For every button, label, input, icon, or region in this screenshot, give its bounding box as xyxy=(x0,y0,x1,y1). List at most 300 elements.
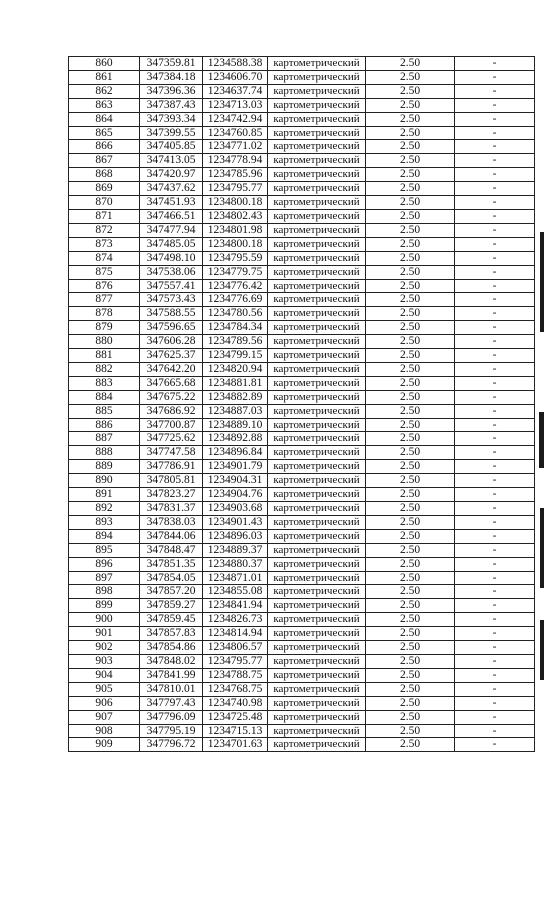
point-number-cell: 906 xyxy=(69,696,140,710)
accuracy-cell: 2.50 xyxy=(366,404,455,418)
x-coordinate-cell: 347848.47 xyxy=(140,543,203,557)
method-cell: картометрический xyxy=(268,321,366,335)
y-coordinate-cell: 1234776.69 xyxy=(203,293,268,307)
method-cell: картометрический xyxy=(268,126,366,140)
table-row xyxy=(69,515,535,529)
y-coordinate-cell: 1234785.96 xyxy=(203,168,268,182)
description-cell: - xyxy=(455,460,535,474)
accuracy-cell: 2.50 xyxy=(366,390,455,404)
method-cell: картометрический xyxy=(268,488,366,502)
method-cell: картометрический xyxy=(268,529,366,543)
y-coordinate-cell: 1234814.94 xyxy=(203,627,268,641)
table-row xyxy=(69,196,535,210)
table-row xyxy=(69,390,535,404)
method-cell: картометрический xyxy=(268,307,366,321)
x-coordinate-cell: 347393.34 xyxy=(140,112,203,126)
description-cell: - xyxy=(455,98,535,112)
y-coordinate-cell: 1234855.08 xyxy=(203,585,268,599)
accuracy-cell: 2.50 xyxy=(366,154,455,168)
y-coordinate-cell: 1234742.94 xyxy=(203,112,268,126)
accuracy-cell: 2.50 xyxy=(366,710,455,724)
x-coordinate-cell: 347823.27 xyxy=(140,488,203,502)
accuracy-cell: 2.50 xyxy=(366,196,455,210)
x-coordinate-cell: 347477.94 xyxy=(140,223,203,237)
description-cell: - xyxy=(455,515,535,529)
point-number-cell: 901 xyxy=(69,627,140,641)
x-coordinate-cell: 347596.65 xyxy=(140,321,203,335)
method-cell: картометрический xyxy=(268,515,366,529)
description-cell: - xyxy=(455,571,535,585)
y-coordinate-cell: 1234713.03 xyxy=(203,98,268,112)
x-coordinate-cell: 347831.37 xyxy=(140,502,203,516)
x-coordinate-cell: 347859.27 xyxy=(140,599,203,613)
table-row xyxy=(69,654,535,668)
description-cell: - xyxy=(455,585,535,599)
y-coordinate-cell: 1234795.59 xyxy=(203,251,268,265)
description-cell: - xyxy=(455,307,535,321)
y-coordinate-cell: 1234892.88 xyxy=(203,432,268,446)
point-number-cell: 905 xyxy=(69,682,140,696)
description-cell: - xyxy=(455,404,535,418)
accuracy-cell: 2.50 xyxy=(366,488,455,502)
x-coordinate-cell: 347797.43 xyxy=(140,696,203,710)
description-cell: - xyxy=(455,613,535,627)
description-cell: - xyxy=(455,140,535,154)
x-coordinate-cell: 347747.58 xyxy=(140,446,203,460)
accuracy-cell: 2.50 xyxy=(366,738,455,752)
accuracy-cell: 2.50 xyxy=(366,654,455,668)
accuracy-cell: 2.50 xyxy=(366,251,455,265)
table-row xyxy=(69,265,535,279)
accuracy-cell: 2.50 xyxy=(366,376,455,390)
y-coordinate-cell: 1234795.77 xyxy=(203,182,268,196)
method-cell: картометрический xyxy=(268,654,366,668)
x-coordinate-cell: 347396.36 xyxy=(140,84,203,98)
table-row xyxy=(69,182,535,196)
y-coordinate-cell: 1234776.42 xyxy=(203,279,268,293)
x-coordinate-cell: 347384.18 xyxy=(140,70,203,84)
y-coordinate-cell: 1234841.94 xyxy=(203,599,268,613)
point-number-cell: 867 xyxy=(69,154,140,168)
accuracy-cell: 2.50 xyxy=(366,515,455,529)
accuracy-cell: 2.50 xyxy=(366,98,455,112)
description-cell: - xyxy=(455,724,535,738)
table-row xyxy=(69,585,535,599)
point-number-cell: 863 xyxy=(69,98,140,112)
accuracy-cell: 2.50 xyxy=(366,265,455,279)
x-coordinate-cell: 347538.06 xyxy=(140,265,203,279)
description-cell: - xyxy=(455,557,535,571)
accuracy-cell: 2.50 xyxy=(366,209,455,223)
point-number-cell: 904 xyxy=(69,668,140,682)
x-coordinate-cell: 347796.72 xyxy=(140,738,203,752)
point-number-cell: 898 xyxy=(69,585,140,599)
table-row xyxy=(69,474,535,488)
accuracy-cell: 2.50 xyxy=(366,237,455,251)
accuracy-cell: 2.50 xyxy=(366,349,455,363)
point-number-cell: 893 xyxy=(69,515,140,529)
table-row xyxy=(69,98,535,112)
point-number-cell: 891 xyxy=(69,488,140,502)
description-cell: - xyxy=(455,70,535,84)
accuracy-cell: 2.50 xyxy=(366,724,455,738)
x-coordinate-cell: 347795.19 xyxy=(140,724,203,738)
accuracy-cell: 2.50 xyxy=(366,432,455,446)
point-number-cell: 870 xyxy=(69,196,140,210)
table-row xyxy=(69,627,535,641)
method-cell: картометрический xyxy=(268,112,366,126)
x-coordinate-cell: 347485.05 xyxy=(140,237,203,251)
method-cell: картометрический xyxy=(268,335,366,349)
accuracy-cell: 2.50 xyxy=(366,418,455,432)
table-row xyxy=(69,168,535,182)
description-cell: - xyxy=(455,682,535,696)
description-cell: - xyxy=(455,627,535,641)
y-coordinate-cell: 1234784.34 xyxy=(203,321,268,335)
point-number-cell: 903 xyxy=(69,654,140,668)
method-cell: картометрический xyxy=(268,460,366,474)
point-number-cell: 890 xyxy=(69,474,140,488)
x-coordinate-cell: 347848.02 xyxy=(140,654,203,668)
description-cell: - xyxy=(455,335,535,349)
point-number-cell: 862 xyxy=(69,84,140,98)
accuracy-cell: 2.50 xyxy=(366,168,455,182)
method-cell: картометрический xyxy=(268,418,366,432)
accuracy-cell: 2.50 xyxy=(366,112,455,126)
point-number-cell: 864 xyxy=(69,112,140,126)
table-row xyxy=(69,112,535,126)
description-cell: - xyxy=(455,57,535,71)
y-coordinate-cell: 1234903.68 xyxy=(203,502,268,516)
description-cell: - xyxy=(455,543,535,557)
accuracy-cell: 2.50 xyxy=(366,279,455,293)
x-coordinate-cell: 347573.43 xyxy=(140,293,203,307)
x-coordinate-cell: 347437.62 xyxy=(140,182,203,196)
table-row xyxy=(69,307,535,321)
point-number-cell: 879 xyxy=(69,321,140,335)
x-coordinate-cell: 347399.55 xyxy=(140,126,203,140)
x-coordinate-cell: 347675.22 xyxy=(140,390,203,404)
description-cell: - xyxy=(455,654,535,668)
y-coordinate-cell: 1234800.18 xyxy=(203,196,268,210)
y-coordinate-cell: 1234802.43 xyxy=(203,209,268,223)
accuracy-cell: 2.50 xyxy=(366,126,455,140)
accuracy-cell: 2.50 xyxy=(366,140,455,154)
x-coordinate-cell: 347725.62 xyxy=(140,432,203,446)
scan-artifact xyxy=(540,232,544,332)
table-row xyxy=(69,57,535,71)
method-cell: картометрический xyxy=(268,724,366,738)
description-cell: - xyxy=(455,265,535,279)
description-cell: - xyxy=(455,696,535,710)
x-coordinate-cell: 347841.99 xyxy=(140,668,203,682)
x-coordinate-cell: 347606.28 xyxy=(140,335,203,349)
x-coordinate-cell: 347420.97 xyxy=(140,168,203,182)
accuracy-cell: 2.50 xyxy=(366,627,455,641)
y-coordinate-cell: 1234789.56 xyxy=(203,335,268,349)
x-coordinate-cell: 347854.86 xyxy=(140,641,203,655)
method-cell: картометрический xyxy=(268,265,366,279)
table-row xyxy=(69,613,535,627)
point-number-cell: 861 xyxy=(69,70,140,84)
method-cell: картометрический xyxy=(268,140,366,154)
point-number-cell: 888 xyxy=(69,446,140,460)
point-number-cell: 872 xyxy=(69,223,140,237)
description-cell: - xyxy=(455,112,535,126)
table-row xyxy=(69,404,535,418)
table-row xyxy=(69,488,535,502)
x-coordinate-cell: 347805.81 xyxy=(140,474,203,488)
x-coordinate-cell: 347405.85 xyxy=(140,140,203,154)
description-cell: - xyxy=(455,209,535,223)
point-number-cell: 894 xyxy=(69,529,140,543)
accuracy-cell: 2.50 xyxy=(366,446,455,460)
y-coordinate-cell: 1234881.81 xyxy=(203,376,268,390)
description-cell: - xyxy=(455,279,535,293)
point-number-cell: 897 xyxy=(69,571,140,585)
method-cell: картометрический xyxy=(268,557,366,571)
method-cell: картометрический xyxy=(268,543,366,557)
description-cell: - xyxy=(455,349,535,363)
accuracy-cell: 2.50 xyxy=(366,682,455,696)
point-number-cell: 875 xyxy=(69,265,140,279)
table-row xyxy=(69,349,535,363)
table-row xyxy=(69,641,535,655)
point-number-cell: 902 xyxy=(69,641,140,655)
method-cell: картометрический xyxy=(268,182,366,196)
accuracy-cell: 2.50 xyxy=(366,529,455,543)
method-cell: картометрический xyxy=(268,390,366,404)
method-cell: картометрический xyxy=(268,251,366,265)
method-cell: картометрический xyxy=(268,237,366,251)
y-coordinate-cell: 1234820.94 xyxy=(203,362,268,376)
point-number-cell: 884 xyxy=(69,390,140,404)
accuracy-cell: 2.50 xyxy=(366,321,455,335)
y-coordinate-cell: 1234904.76 xyxy=(203,488,268,502)
x-coordinate-cell: 347700.87 xyxy=(140,418,203,432)
accuracy-cell: 2.50 xyxy=(366,543,455,557)
table-row xyxy=(69,293,535,307)
x-coordinate-cell: 347851.35 xyxy=(140,557,203,571)
x-coordinate-cell: 347498.10 xyxy=(140,251,203,265)
y-coordinate-cell: 1234896.03 xyxy=(203,529,268,543)
description-cell: - xyxy=(455,168,535,182)
table-row xyxy=(69,696,535,710)
method-cell: картометрический xyxy=(268,668,366,682)
method-cell: картометрический xyxy=(268,57,366,71)
table-row xyxy=(69,418,535,432)
description-cell: - xyxy=(455,432,535,446)
description-cell: - xyxy=(455,668,535,682)
x-coordinate-cell: 347857.20 xyxy=(140,585,203,599)
table-row xyxy=(69,376,535,390)
y-coordinate-cell: 1234588.38 xyxy=(203,57,268,71)
x-coordinate-cell: 347557.41 xyxy=(140,279,203,293)
table-row xyxy=(69,432,535,446)
method-cell: картометрический xyxy=(268,432,366,446)
x-coordinate-cell: 347810.01 xyxy=(140,682,203,696)
point-number-cell: 873 xyxy=(69,237,140,251)
description-cell: - xyxy=(455,293,535,307)
table-row xyxy=(69,251,535,265)
description-cell: - xyxy=(455,237,535,251)
accuracy-cell: 2.50 xyxy=(366,84,455,98)
x-coordinate-cell: 347387.43 xyxy=(140,98,203,112)
y-coordinate-cell: 1234889.37 xyxy=(203,543,268,557)
point-number-cell: 907 xyxy=(69,710,140,724)
point-number-cell: 874 xyxy=(69,251,140,265)
method-cell: картометрический xyxy=(268,293,366,307)
point-number-cell: 866 xyxy=(69,140,140,154)
accuracy-cell: 2.50 xyxy=(366,460,455,474)
y-coordinate-cell: 1234780.56 xyxy=(203,307,268,321)
x-coordinate-cell: 347359.81 xyxy=(140,57,203,71)
point-number-cell: 880 xyxy=(69,335,140,349)
description-cell: - xyxy=(455,474,535,488)
point-number-cell: 909 xyxy=(69,738,140,752)
table-row xyxy=(69,209,535,223)
point-number-cell: 871 xyxy=(69,209,140,223)
method-cell: картометрический xyxy=(268,585,366,599)
accuracy-cell: 2.50 xyxy=(366,182,455,196)
method-cell: картометрический xyxy=(268,223,366,237)
table-row xyxy=(69,362,535,376)
table-row xyxy=(69,126,535,140)
point-number-cell: 860 xyxy=(69,57,140,71)
accuracy-cell: 2.50 xyxy=(366,223,455,237)
point-number-cell: 908 xyxy=(69,724,140,738)
y-coordinate-cell: 1234637.74 xyxy=(203,84,268,98)
x-coordinate-cell: 347588.55 xyxy=(140,307,203,321)
description-cell: - xyxy=(455,446,535,460)
point-number-cell: 887 xyxy=(69,432,140,446)
point-number-cell: 881 xyxy=(69,349,140,363)
x-coordinate-cell: 347857.83 xyxy=(140,627,203,641)
accuracy-cell: 2.50 xyxy=(366,585,455,599)
method-cell: картометрический xyxy=(268,209,366,223)
y-coordinate-cell: 1234901.43 xyxy=(203,515,268,529)
point-number-cell: 900 xyxy=(69,613,140,627)
method-cell: картометрический xyxy=(268,168,366,182)
accuracy-cell: 2.50 xyxy=(366,613,455,627)
x-coordinate-cell: 347665.68 xyxy=(140,376,203,390)
y-coordinate-cell: 1234740.98 xyxy=(203,696,268,710)
table-row xyxy=(69,84,535,98)
method-cell: картометрический xyxy=(268,404,366,418)
y-coordinate-cell: 1234771.02 xyxy=(203,140,268,154)
y-coordinate-cell: 1234882.89 xyxy=(203,390,268,404)
description-cell: - xyxy=(455,529,535,543)
point-number-cell: 865 xyxy=(69,126,140,140)
table-row xyxy=(69,154,535,168)
method-cell: картометрический xyxy=(268,154,366,168)
description-cell: - xyxy=(455,502,535,516)
description-cell: - xyxy=(455,418,535,432)
description-cell: - xyxy=(455,738,535,752)
table-row xyxy=(69,446,535,460)
y-coordinate-cell: 1234896.84 xyxy=(203,446,268,460)
description-cell: - xyxy=(455,321,535,335)
description-cell: - xyxy=(455,362,535,376)
point-number-cell: 883 xyxy=(69,376,140,390)
y-coordinate-cell: 1234871.01 xyxy=(203,571,268,585)
point-number-cell: 877 xyxy=(69,293,140,307)
table-row xyxy=(69,557,535,571)
method-cell: картометрический xyxy=(268,349,366,363)
y-coordinate-cell: 1234806.57 xyxy=(203,641,268,655)
x-coordinate-cell: 347859.45 xyxy=(140,613,203,627)
table-row xyxy=(69,724,535,738)
x-coordinate-cell: 347844.06 xyxy=(140,529,203,543)
x-coordinate-cell: 347466.51 xyxy=(140,209,203,223)
y-coordinate-cell: 1234606.70 xyxy=(203,70,268,84)
y-coordinate-cell: 1234701.63 xyxy=(203,738,268,752)
method-cell: картометрический xyxy=(268,613,366,627)
y-coordinate-cell: 1234795.77 xyxy=(203,654,268,668)
accuracy-cell: 2.50 xyxy=(366,696,455,710)
method-cell: картометрический xyxy=(268,599,366,613)
x-coordinate-cell: 347451.93 xyxy=(140,196,203,210)
table-row xyxy=(69,682,535,696)
x-coordinate-cell: 347838.03 xyxy=(140,515,203,529)
method-cell: картометрический xyxy=(268,196,366,210)
accuracy-cell: 2.50 xyxy=(366,571,455,585)
point-number-cell: 889 xyxy=(69,460,140,474)
table-row xyxy=(69,460,535,474)
table-row xyxy=(69,237,535,251)
accuracy-cell: 2.50 xyxy=(366,557,455,571)
accuracy-cell: 2.50 xyxy=(366,668,455,682)
table-row xyxy=(69,543,535,557)
y-coordinate-cell: 1234760.85 xyxy=(203,126,268,140)
accuracy-cell: 2.50 xyxy=(366,307,455,321)
x-coordinate-cell: 347854.05 xyxy=(140,571,203,585)
point-number-cell: 899 xyxy=(69,599,140,613)
description-cell: - xyxy=(455,599,535,613)
method-cell: картометрический xyxy=(268,362,366,376)
description-cell: - xyxy=(455,126,535,140)
scan-artifact xyxy=(540,508,544,588)
table-row xyxy=(69,140,535,154)
accuracy-cell: 2.50 xyxy=(366,70,455,84)
description-cell: - xyxy=(455,182,535,196)
y-coordinate-cell: 1234887.03 xyxy=(203,404,268,418)
table-row xyxy=(69,529,535,543)
method-cell: картометрический xyxy=(268,70,366,84)
description-cell: - xyxy=(455,84,535,98)
method-cell: картометрический xyxy=(268,376,366,390)
method-cell: картометрический xyxy=(268,446,366,460)
table-row xyxy=(69,70,535,84)
scan-artifact xyxy=(540,620,544,680)
accuracy-cell: 2.50 xyxy=(366,335,455,349)
point-number-cell: 896 xyxy=(69,557,140,571)
table-row xyxy=(69,599,535,613)
point-number-cell: 885 xyxy=(69,404,140,418)
point-number-cell: 876 xyxy=(69,279,140,293)
table-row xyxy=(69,571,535,585)
description-cell: - xyxy=(455,376,535,390)
point-number-cell: 869 xyxy=(69,182,140,196)
method-cell: картометрический xyxy=(268,696,366,710)
y-coordinate-cell: 1234889.10 xyxy=(203,418,268,432)
y-coordinate-cell: 1234826.73 xyxy=(203,613,268,627)
accuracy-cell: 2.50 xyxy=(366,293,455,307)
y-coordinate-cell: 1234799.15 xyxy=(203,349,268,363)
accuracy-cell: 2.50 xyxy=(366,599,455,613)
accuracy-cell: 2.50 xyxy=(366,641,455,655)
description-cell: - xyxy=(455,223,535,237)
